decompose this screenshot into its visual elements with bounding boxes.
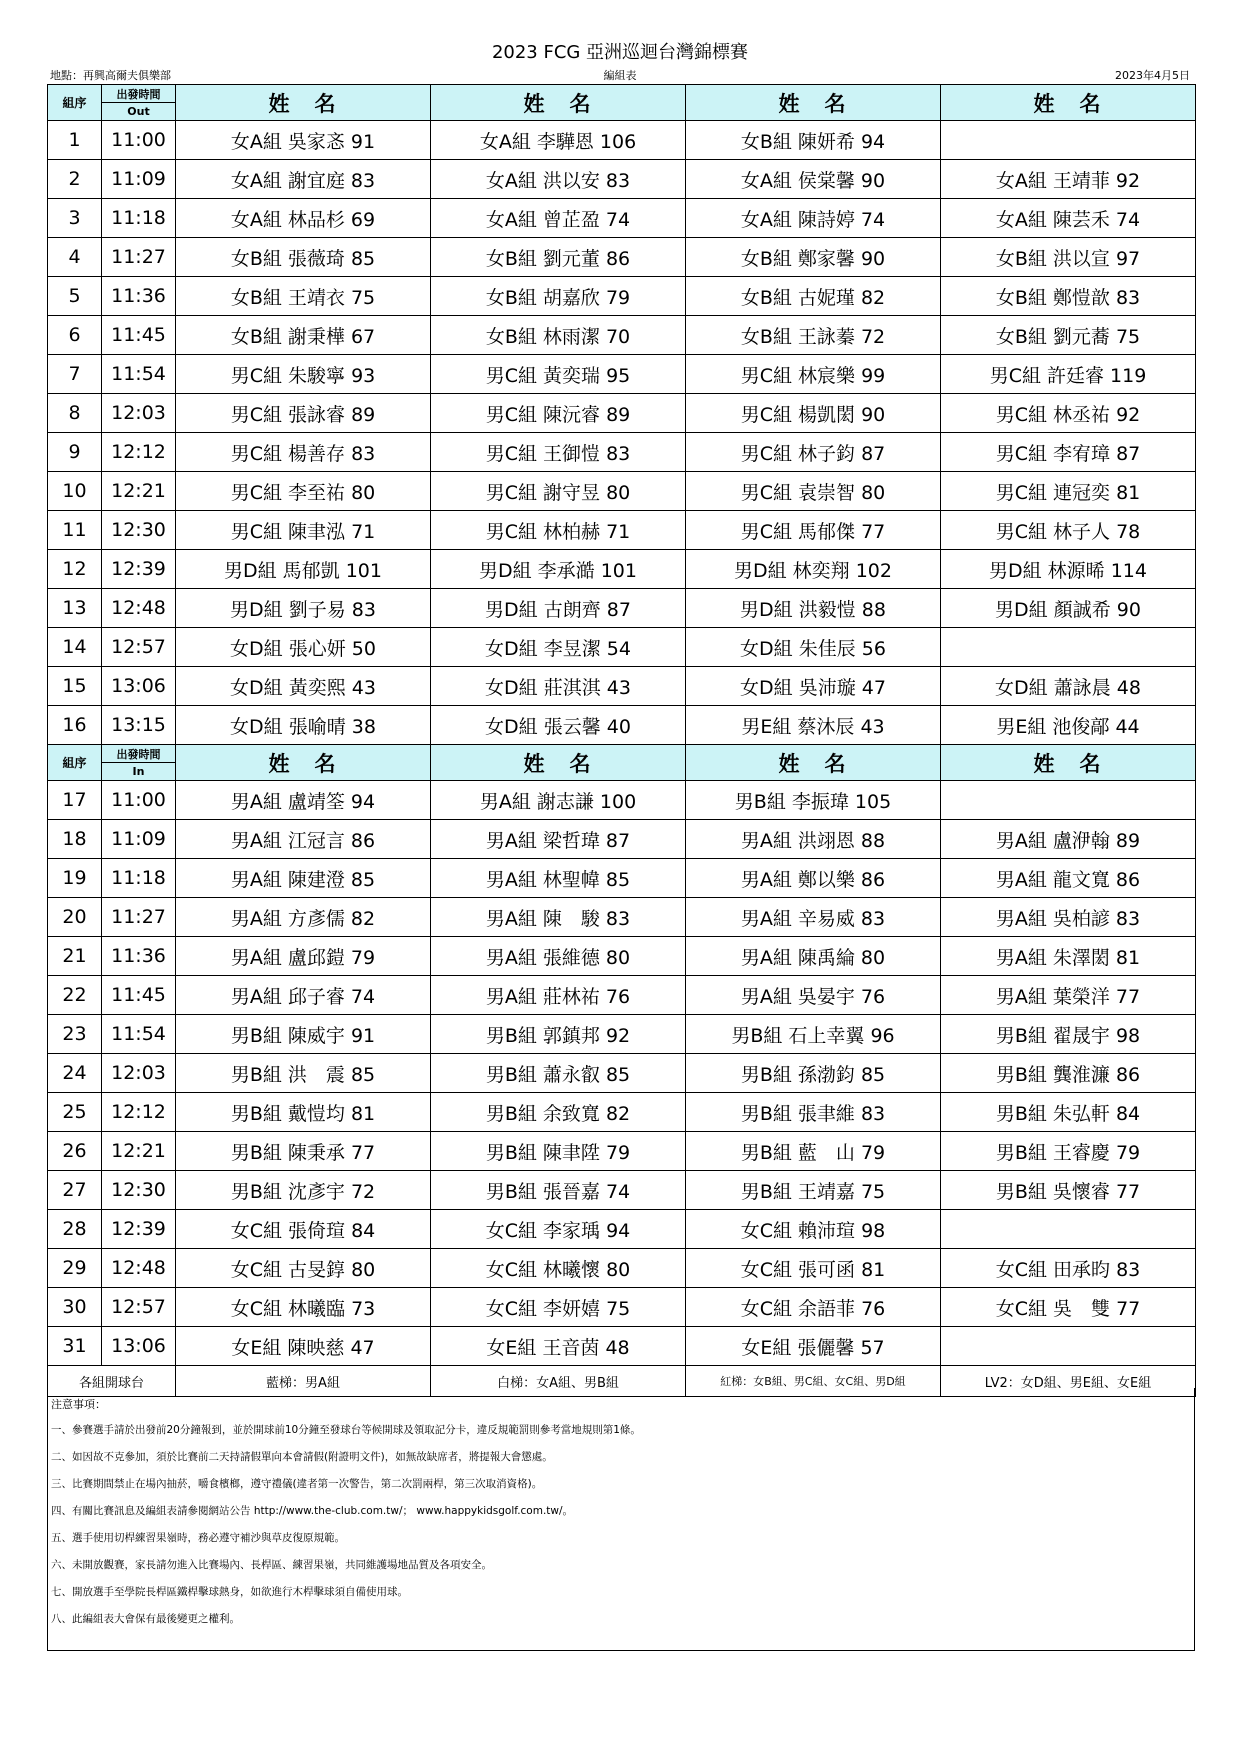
group-number: 30 — [48, 1288, 102, 1327]
table-row — [48, 238, 1196, 277]
tee-time: 13:06 — [102, 1327, 176, 1366]
header-row-in — [48, 745, 1196, 781]
group-number: 18 — [48, 820, 102, 859]
tee-time: 13:06 — [102, 667, 176, 706]
player-cell: 男A組 邱子睿 74 — [176, 976, 431, 1015]
player-cell: 女B組 劉元董 86 — [431, 238, 686, 277]
player-cell: 女E組 陳映慈 47 — [176, 1327, 431, 1366]
table-row — [48, 1171, 1196, 1210]
player-cell: 男B組 翟晟宇 98 — [941, 1015, 1196, 1054]
tee-time: 12:12 — [102, 433, 176, 472]
group-number: 28 — [48, 1210, 102, 1249]
player-cell: 女B組 劉元蕎 75 — [941, 316, 1196, 355]
table-row — [48, 1132, 1196, 1171]
table-row — [48, 820, 1196, 859]
player-cell: 女A組 李驊恩 106 — [431, 121, 686, 160]
tee-time-label: 出發時間 — [102, 745, 175, 763]
venue-label: 地點：再興高爾夫俱樂部 — [50, 69, 171, 82]
table-row — [48, 550, 1196, 589]
player-cell: 男A組 盧靖筌 94 — [176, 781, 431, 820]
player-cell — [941, 628, 1196, 667]
player-cell: 女B組 陳妍希 94 — [686, 121, 941, 160]
player-cell: 男C組 朱駿寧 93 — [176, 355, 431, 394]
group-number: 10 — [48, 472, 102, 511]
tee-time: 11:09 — [102, 820, 176, 859]
player-cell: 男B組 王靖嘉 75 — [686, 1171, 941, 1210]
player-cell: 男B組 余致寬 82 — [431, 1093, 686, 1132]
player-cell: 男B組 孫渤鈞 85 — [686, 1054, 941, 1093]
group-number: 31 — [48, 1327, 102, 1366]
tee-time: 13:15 — [102, 706, 176, 745]
group-number: 25 — [48, 1093, 102, 1132]
tee-time: 11:45 — [102, 976, 176, 1015]
player-cell — [941, 781, 1196, 820]
table-row — [48, 394, 1196, 433]
note-item: 六、未開放觀賽，家長請勿進入比賽場內、長桿區、練習果嶺，共同維護場地品質及各項安全。 — [51, 1559, 492, 1571]
player-cell: 男A組 盧邱鎧 79 — [176, 937, 431, 976]
name-header: 姓 名 — [941, 85, 1196, 121]
player-cell: 男C組 馬郁傑 77 — [686, 511, 941, 550]
player-cell: 男A組 梁哲瑋 87 — [431, 820, 686, 859]
player-cell: 男B組 龔淮濂 86 — [941, 1054, 1196, 1093]
player-cell: 男B組 王睿慶 79 — [941, 1132, 1196, 1171]
tee-time: 12:30 — [102, 511, 176, 550]
tee-time-label: 出發時間 — [102, 85, 175, 103]
player-cell: 男D組 古朗齊 87 — [431, 589, 686, 628]
note-item: 五、選手使用切桿練習果嶺時，務必遵守補沙與草皮復原規範。 — [51, 1532, 345, 1544]
tee-time-header — [102, 745, 176, 781]
player-cell: 男B組 戴愷均 81 — [176, 1093, 431, 1132]
player-cell — [941, 121, 1196, 160]
player-cell: 男D組 李承澔 101 — [431, 550, 686, 589]
player-cell: 女D組 張喻晴 38 — [176, 706, 431, 745]
table-row — [48, 121, 1196, 160]
group-number: 27 — [48, 1171, 102, 1210]
player-cell: 女A組 侯棠馨 90 — [686, 160, 941, 199]
player-cell: 男B組 陳威宇 91 — [176, 1015, 431, 1054]
player-cell: 女B組 鄭家馨 90 — [686, 238, 941, 277]
table-row — [48, 706, 1196, 745]
player-cell: 男C組 林子鈞 87 — [686, 433, 941, 472]
player-cell: 女C組 田承昀 83 — [941, 1249, 1196, 1288]
player-cell: 女A組 王靖菲 92 — [941, 160, 1196, 199]
player-cell: 男C組 林柏赫 71 — [431, 511, 686, 550]
group-number: 19 — [48, 859, 102, 898]
player-cell: 男B組 沈彥宇 72 — [176, 1171, 431, 1210]
player-cell: 男A組 謝志謙 100 — [431, 781, 686, 820]
player-cell: 男B組 陳秉承 77 — [176, 1132, 431, 1171]
player-cell: 女C組 李家瑀 94 — [431, 1210, 686, 1249]
tee-time: 11:00 — [102, 781, 176, 820]
tee-time: 12:39 — [102, 550, 176, 589]
table-row — [48, 667, 1196, 706]
player-cell: 男A組 鄭以樂 86 — [686, 859, 941, 898]
player-cell: 男A組 江冠言 86 — [176, 820, 431, 859]
group-number: 7 — [48, 355, 102, 394]
player-cell: 男A組 朱澤閎 81 — [941, 937, 1196, 976]
player-cell: 女E組 王音茵 48 — [431, 1327, 686, 1366]
player-cell: 女D組 張云馨 40 — [431, 706, 686, 745]
table-row — [48, 160, 1196, 199]
player-cell: 男D組 洪毅愷 88 — [686, 589, 941, 628]
table-row — [48, 781, 1196, 820]
player-cell: 女C組 張倚瑄 84 — [176, 1210, 431, 1249]
player-cell: 女B組 謝秉樺 67 — [176, 316, 431, 355]
tee-time: 11:54 — [102, 1015, 176, 1054]
group-number: 3 — [48, 199, 102, 238]
tee-time: 12:57 — [102, 628, 176, 667]
tee-time: 11:00 — [102, 121, 176, 160]
player-cell: 男C組 陳沅睿 89 — [431, 394, 686, 433]
player-cell: 女C組 林曦懷 80 — [431, 1249, 686, 1288]
player-cell: 男B組 藍 山 79 — [686, 1132, 941, 1171]
name-header: 姓 名 — [431, 745, 686, 781]
player-cell: 男D組 劉子易 83 — [176, 589, 431, 628]
tee-time: 12:39 — [102, 1210, 176, 1249]
player-cell: 女D組 吳沛璇 47 — [686, 667, 941, 706]
group-number: 11 — [48, 511, 102, 550]
table-row — [48, 1210, 1196, 1249]
table-row — [48, 1093, 1196, 1132]
player-cell: 男C組 楊善存 83 — [176, 433, 431, 472]
table-row — [48, 1054, 1196, 1093]
tee-time: 12:57 — [102, 1288, 176, 1327]
table-row — [48, 898, 1196, 937]
note-item: 三、比賽期間禁止在場內抽菸，嚼食檳榔，遵守禮儀(違者第一次警告，第二次罰兩桿，第三次取消資格)。 — [51, 1478, 543, 1490]
tee-time: 11:54 — [102, 355, 176, 394]
player-cell: 女A組 曾芷盈 74 — [431, 199, 686, 238]
tee-box-item: 白梯：女A組、男B組 — [431, 1366, 686, 1397]
note-item: 二、如因故不克參加，須於比賽前二天持請假單向本會請假(附證明文件)，如無故缺席者，將提報大會懲處。 — [51, 1451, 553, 1463]
table-row — [48, 199, 1196, 238]
player-cell: 男C組 陳聿泓 71 — [176, 511, 431, 550]
seq-header: 組序 — [48, 745, 102, 781]
tee-time: 12:03 — [102, 1054, 176, 1093]
player-cell: 男A組 龍文寬 86 — [941, 859, 1196, 898]
player-cell: 男A組 方彥儒 82 — [176, 898, 431, 937]
player-cell: 男C組 黃奕瑞 95 — [431, 355, 686, 394]
player-cell: 女B組 王詠蓁 72 — [686, 316, 941, 355]
group-number: 14 — [48, 628, 102, 667]
player-cell: 男D組 林奕翔 102 — [686, 550, 941, 589]
player-cell: 女D組 張心妍 50 — [176, 628, 431, 667]
player-cell: 女A組 陳詩婷 74 — [686, 199, 941, 238]
player-cell: 男A組 陳建澄 85 — [176, 859, 431, 898]
player-cell: 男C組 謝守昱 80 — [431, 472, 686, 511]
player-cell: 女B組 胡嘉欣 79 — [431, 277, 686, 316]
player-cell: 女A組 陳芸禾 74 — [941, 199, 1196, 238]
player-cell: 女B組 洪以宣 97 — [941, 238, 1196, 277]
player-cell: 女C組 林曦臨 73 — [176, 1288, 431, 1327]
player-cell: 男A組 葉榮洋 77 — [941, 976, 1196, 1015]
tee-time: 11:36 — [102, 277, 176, 316]
group-number: 1 — [48, 121, 102, 160]
player-cell: 男A組 吳柏諺 83 — [941, 898, 1196, 937]
player-cell: 男A組 吳晏宇 76 — [686, 976, 941, 1015]
tee-time: 12:21 — [102, 1132, 176, 1171]
name-header: 姓 名 — [686, 745, 941, 781]
group-number: 2 — [48, 160, 102, 199]
group-number: 6 — [48, 316, 102, 355]
table-row — [48, 1288, 1196, 1327]
group-number: 5 — [48, 277, 102, 316]
player-cell: 女B組 鄭愷歆 83 — [941, 277, 1196, 316]
tee-time: 12:03 — [102, 394, 176, 433]
table-row — [48, 277, 1196, 316]
player-cell: 男B組 李振瑋 105 — [686, 781, 941, 820]
table-row — [48, 1249, 1196, 1288]
group-number: 23 — [48, 1015, 102, 1054]
event-date: 2023年4月5日 — [1115, 69, 1190, 82]
nine-label: In — [132, 765, 145, 778]
player-cell: 女B組 張薇琦 85 — [176, 238, 431, 277]
group-number: 29 — [48, 1249, 102, 1288]
table-row — [48, 628, 1196, 667]
player-cell: 男C組 林宸樂 99 — [686, 355, 941, 394]
group-number: 17 — [48, 781, 102, 820]
table-row — [48, 433, 1196, 472]
tee-time: 12:30 — [102, 1171, 176, 1210]
player-cell: 女C組 張可函 81 — [686, 1249, 941, 1288]
tee-time: 12:48 — [102, 1249, 176, 1288]
name-header: 姓 名 — [941, 745, 1196, 781]
group-number: 24 — [48, 1054, 102, 1093]
player-cell: 男C組 李宥璋 87 — [941, 433, 1196, 472]
tee-time: 11:45 — [102, 316, 176, 355]
tee-box-label: 各組開球台 — [48, 1366, 176, 1397]
player-cell: 女A組 吳家忞 91 — [176, 121, 431, 160]
group-number: 15 — [48, 667, 102, 706]
player-cell: 女B組 林雨潔 70 — [431, 316, 686, 355]
notes-section — [47, 1388, 1195, 1651]
player-cell: 女A組 謝宜庭 83 — [176, 160, 431, 199]
tee-time: 11:18 — [102, 199, 176, 238]
table-row — [48, 589, 1196, 628]
table-row — [48, 355, 1196, 394]
player-cell: 男A組 盧洢翰 89 — [941, 820, 1196, 859]
table-row — [48, 1015, 1196, 1054]
tee-time: 12:21 — [102, 472, 176, 511]
table-row — [48, 937, 1196, 976]
player-cell: 女D組 朱佳辰 56 — [686, 628, 941, 667]
group-number: 20 — [48, 898, 102, 937]
tee-time: 11:36 — [102, 937, 176, 976]
note-item: 四、有關比賽訊息及編組表請參閱網站公告 http://www.the-club.com.tw/； www.happykidsgolf.com.tw/。 — [51, 1505, 574, 1517]
group-number: 9 — [48, 433, 102, 472]
player-cell: 男C組 袁崇智 80 — [686, 472, 941, 511]
group-number: 13 — [48, 589, 102, 628]
group-number: 8 — [48, 394, 102, 433]
player-cell: 女A組 林品杉 69 — [176, 199, 431, 238]
player-cell: 男D組 顏誠希 90 — [941, 589, 1196, 628]
player-cell: 男B組 蕭永叡 85 — [431, 1054, 686, 1093]
player-cell: 女D組 黃奕熙 43 — [176, 667, 431, 706]
player-cell: 男A組 洪翊恩 88 — [686, 820, 941, 859]
tee-time: 11:27 — [102, 238, 176, 277]
note-item: 七、開放選手至學院長桿區鐵桿擊球熱身，如欲進行木桿擊球須自備使用球。 — [51, 1586, 408, 1598]
name-header: 姓 名 — [431, 85, 686, 121]
table-row — [48, 316, 1196, 355]
player-cell: 男B組 洪 震 85 — [176, 1054, 431, 1093]
player-cell: 女A組 洪以安 83 — [431, 160, 686, 199]
player-cell: 男C組 李至祐 80 — [176, 472, 431, 511]
player-cell: 女B組 王靖衣 75 — [176, 277, 431, 316]
group-number: 26 — [48, 1132, 102, 1171]
player-cell: 男B組 吳懷睿 77 — [941, 1171, 1196, 1210]
document-type: 編組表 — [603, 69, 637, 82]
player-cell: 男C組 許廷睿 119 — [941, 355, 1196, 394]
player-cell: 男B組 張聿維 83 — [686, 1093, 941, 1132]
player-cell: 男B組 郭鎮邦 92 — [431, 1015, 686, 1054]
player-cell: 女D組 李昱潔 54 — [431, 628, 686, 667]
player-cell: 男C組 王御愷 83 — [431, 433, 686, 472]
player-cell — [941, 1210, 1196, 1249]
group-number: 4 — [48, 238, 102, 277]
player-cell: 男A組 林聖幃 85 — [431, 859, 686, 898]
player-cell: 男C組 楊凱閎 90 — [686, 394, 941, 433]
table-row — [48, 472, 1196, 511]
tee-time: 11:18 — [102, 859, 176, 898]
player-cell: 男B組 陳聿陞 79 — [431, 1132, 686, 1171]
player-cell: 女C組 余語菲 76 — [686, 1288, 941, 1327]
player-cell: 女B組 古妮瑾 82 — [686, 277, 941, 316]
player-cell: 女C組 李妍嬉 75 — [431, 1288, 686, 1327]
player-cell: 男A組 莊林祐 76 — [431, 976, 686, 1015]
player-cell: 男A組 張維德 80 — [431, 937, 686, 976]
player-cell: 女D組 蕭詠晨 48 — [941, 667, 1196, 706]
name-header: 姓 名 — [176, 85, 431, 121]
player-cell: 男E組 池俊鄗 44 — [941, 706, 1196, 745]
table-row — [48, 511, 1196, 550]
group-number: 22 — [48, 976, 102, 1015]
player-cell: 男C組 林子人 78 — [941, 511, 1196, 550]
tee-box-item: 藍梯：男A組 — [176, 1366, 431, 1397]
player-cell: 男A組 陳 駿 83 — [431, 898, 686, 937]
table-row — [48, 976, 1196, 1015]
tee-box-item: LV2：女D組、男E組、女E組 — [941, 1366, 1196, 1397]
seq-header: 組序 — [48, 85, 102, 121]
player-cell: 男A組 辛易威 83 — [686, 898, 941, 937]
page-title: 2023 FCG 亞洲巡迴台灣錦標賽 — [491, 42, 749, 63]
player-cell — [941, 1327, 1196, 1366]
name-header: 姓 名 — [686, 85, 941, 121]
player-cell: 男D組 林源晞 114 — [941, 550, 1196, 589]
group-number: 12 — [48, 550, 102, 589]
tee-time: 12:48 — [102, 589, 176, 628]
player-cell: 女C組 賴沛瑄 98 — [686, 1210, 941, 1249]
group-number: 21 — [48, 937, 102, 976]
table-row — [48, 859, 1196, 898]
tee-time-header — [102, 85, 176, 121]
tee-time: 11:27 — [102, 898, 176, 937]
player-cell: 男B組 朱弘軒 84 — [941, 1093, 1196, 1132]
player-cell: 女E組 張儷馨 57 — [686, 1327, 941, 1366]
header-row-out — [48, 85, 1196, 121]
player-cell: 男D組 馬郁凱 101 — [176, 550, 431, 589]
player-cell: 男C組 張詠睿 89 — [176, 394, 431, 433]
player-cell: 男C組 連冠奕 81 — [941, 472, 1196, 511]
name-header: 姓 名 — [176, 745, 431, 781]
tee-box-item: 紅梯：女B組、男C組、女C組、男D組 — [686, 1366, 941, 1397]
note-item: 八、此編組表大會保有最後變更之權利。 — [51, 1613, 240, 1625]
nine-label: Out — [127, 105, 150, 118]
player-cell: 男E組 蔡沐辰 43 — [686, 706, 941, 745]
player-cell: 女D組 莊淇淇 43 — [431, 667, 686, 706]
player-cell: 女C組 古旻錞 80 — [176, 1249, 431, 1288]
table-row — [48, 1327, 1196, 1366]
player-cell: 男B組 石上幸翼 96 — [686, 1015, 941, 1054]
group-number: 16 — [48, 706, 102, 745]
tee-time: 11:09 — [102, 160, 176, 199]
player-cell: 男A組 陳禹綸 80 — [686, 937, 941, 976]
player-cell: 男B組 張晉嘉 74 — [431, 1171, 686, 1210]
pairings-table — [47, 84, 1196, 1397]
notes-title: 注意事項： — [51, 1398, 106, 1411]
note-item: 一、參賽選手請於出發前20分鐘報到，並於開球前10分鐘至發球台等候開球及領取記分卡，違反規範罰則參考當地規則第1條。 — [51, 1424, 641, 1436]
player-cell: 男C組 林丞祐 92 — [941, 394, 1196, 433]
player-cell: 女C組 吳 雙 77 — [941, 1288, 1196, 1327]
tee-time: 12:12 — [102, 1093, 176, 1132]
